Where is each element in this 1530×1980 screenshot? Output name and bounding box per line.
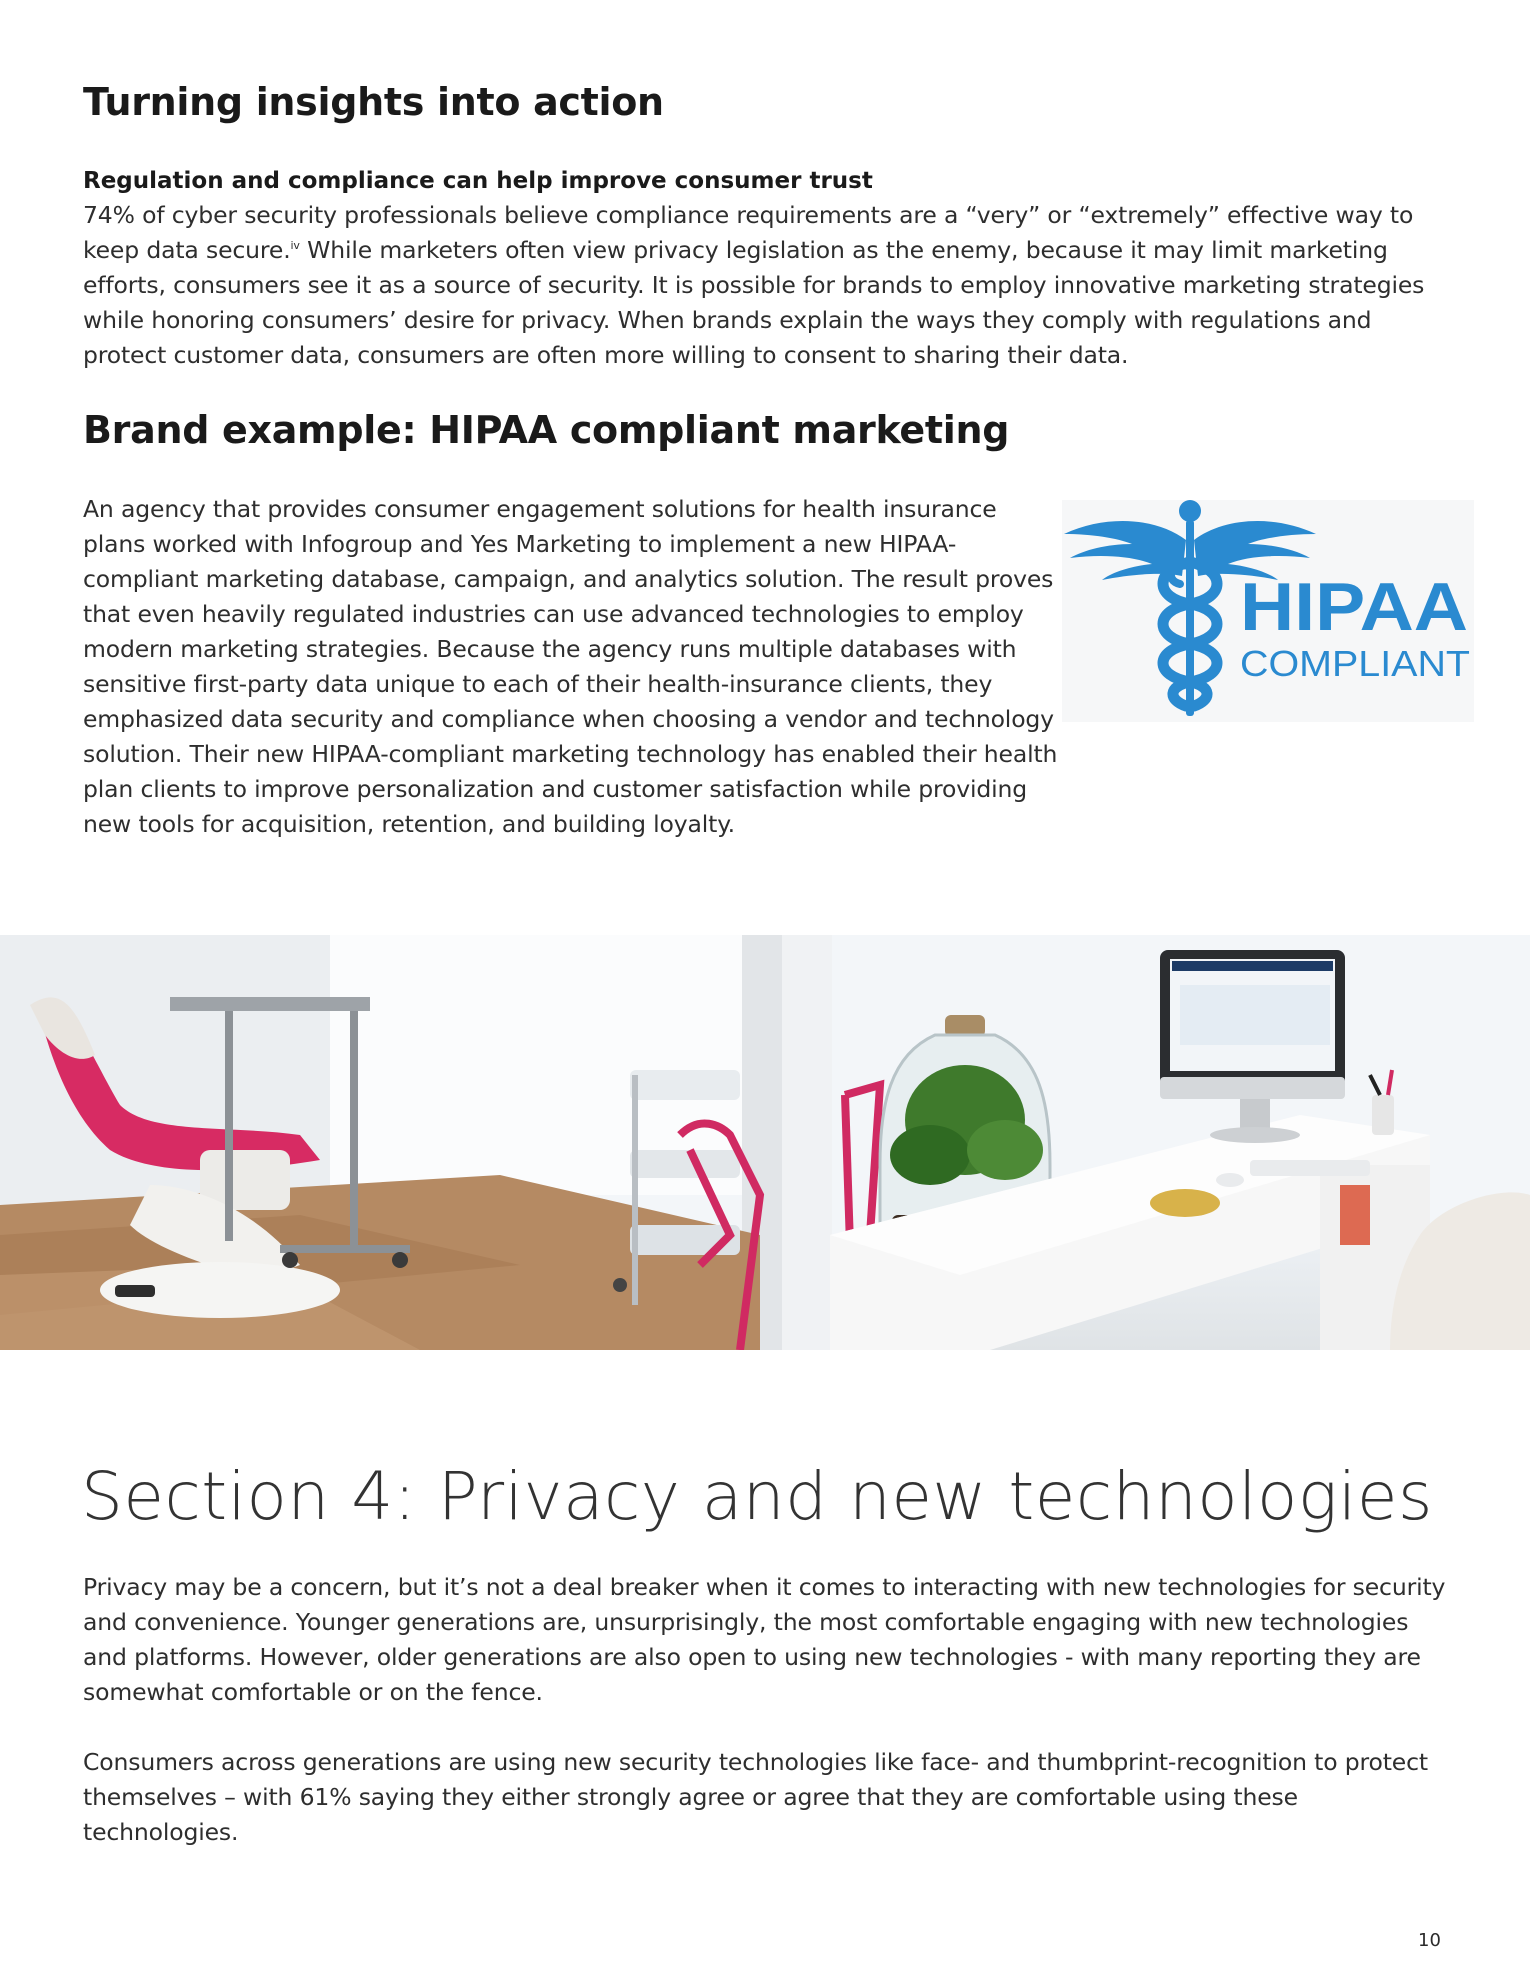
page-number: 10 bbox=[1418, 1930, 1441, 1951]
keyboard bbox=[1250, 1160, 1370, 1176]
section-heading: Turning insights into action bbox=[83, 80, 664, 124]
hipaa-logo-title: HIPAA bbox=[1240, 569, 1468, 645]
section-four-paragraph-1: Privacy may be a concern, but it’s not a deal breaker when it comes to interacting with new technologies for security and convenience. Younger generations are, unsurprisingly, the most comfortable engaging with new technologies and platforms. However, older generations are also open to using new technologies - with many reporting they are somewhat comfortable or on the fence. bbox=[83, 1573, 1446, 1706]
hipaa-logo-subtitle: COMPLIANT bbox=[1240, 643, 1471, 684]
mouse bbox=[1216, 1173, 1244, 1187]
office-photo bbox=[0, 935, 1530, 1350]
model bbox=[1150, 1189, 1220, 1217]
brand-example-heading: Brand example: HIPAA compliant marketing bbox=[83, 408, 1010, 452]
pen-holder bbox=[1372, 1095, 1394, 1135]
paragraph-text-start: 74% of cyber security professionals believe compliance requirements are a “very” or “extremely” effective way to keep data secure. bbox=[83, 201, 1414, 264]
paragraph-text-end: While marketers often view privacy legislation as the enemy, because it may limit marketing efforts, consumers see it as a source of security. It is possible for brands to employ innovative marketing strategies while honoring consumers’ desire for privacy. When brands explain the ways they comply with regulations and protect customer data, consumers are often more willing to consent to sharing their data. bbox=[83, 236, 1425, 369]
brand-example-paragraph: An agency that provides consumer engagement solutions for health insurance plans worked with Infogroup and Yes Marketing to implement a new HIPAA-compliant marketing database, campaign, and analytics solution. The result proves that even heavily regulated industries can use advanced technologies to employ modern marketing strategies. Because the agency runs multiple databases with sensitive first-party data unique to each of their health-insurance clients, they emphasized data security and compliance when choosing a vendor and technology solution. Their new HIPAA-compliant marketing technology has enabled their health plan clients to improve personalization and customer satisfaction while providing new tools for acquisition, retention, and building loyalty. bbox=[83, 495, 1058, 838]
section-subheading: Regulation and compliance can help improve consumer trust bbox=[83, 168, 873, 194]
footnote-reference[interactable]: iv bbox=[290, 239, 300, 253]
section-four-paragraph-2: Consumers across generations are using new security technologies like face- and thumbprint-recognition to protect themselves – with 61% saying they either strongly agree or agree that they are comfortable using these technologies. bbox=[83, 1748, 1428, 1846]
section-four-heading: Section 4: Privacy and new technologies bbox=[81, 1458, 1433, 1535]
compliance-paragraph bbox=[83, 198, 1453, 373]
hipaa-compliant-logo bbox=[1062, 500, 1474, 722]
